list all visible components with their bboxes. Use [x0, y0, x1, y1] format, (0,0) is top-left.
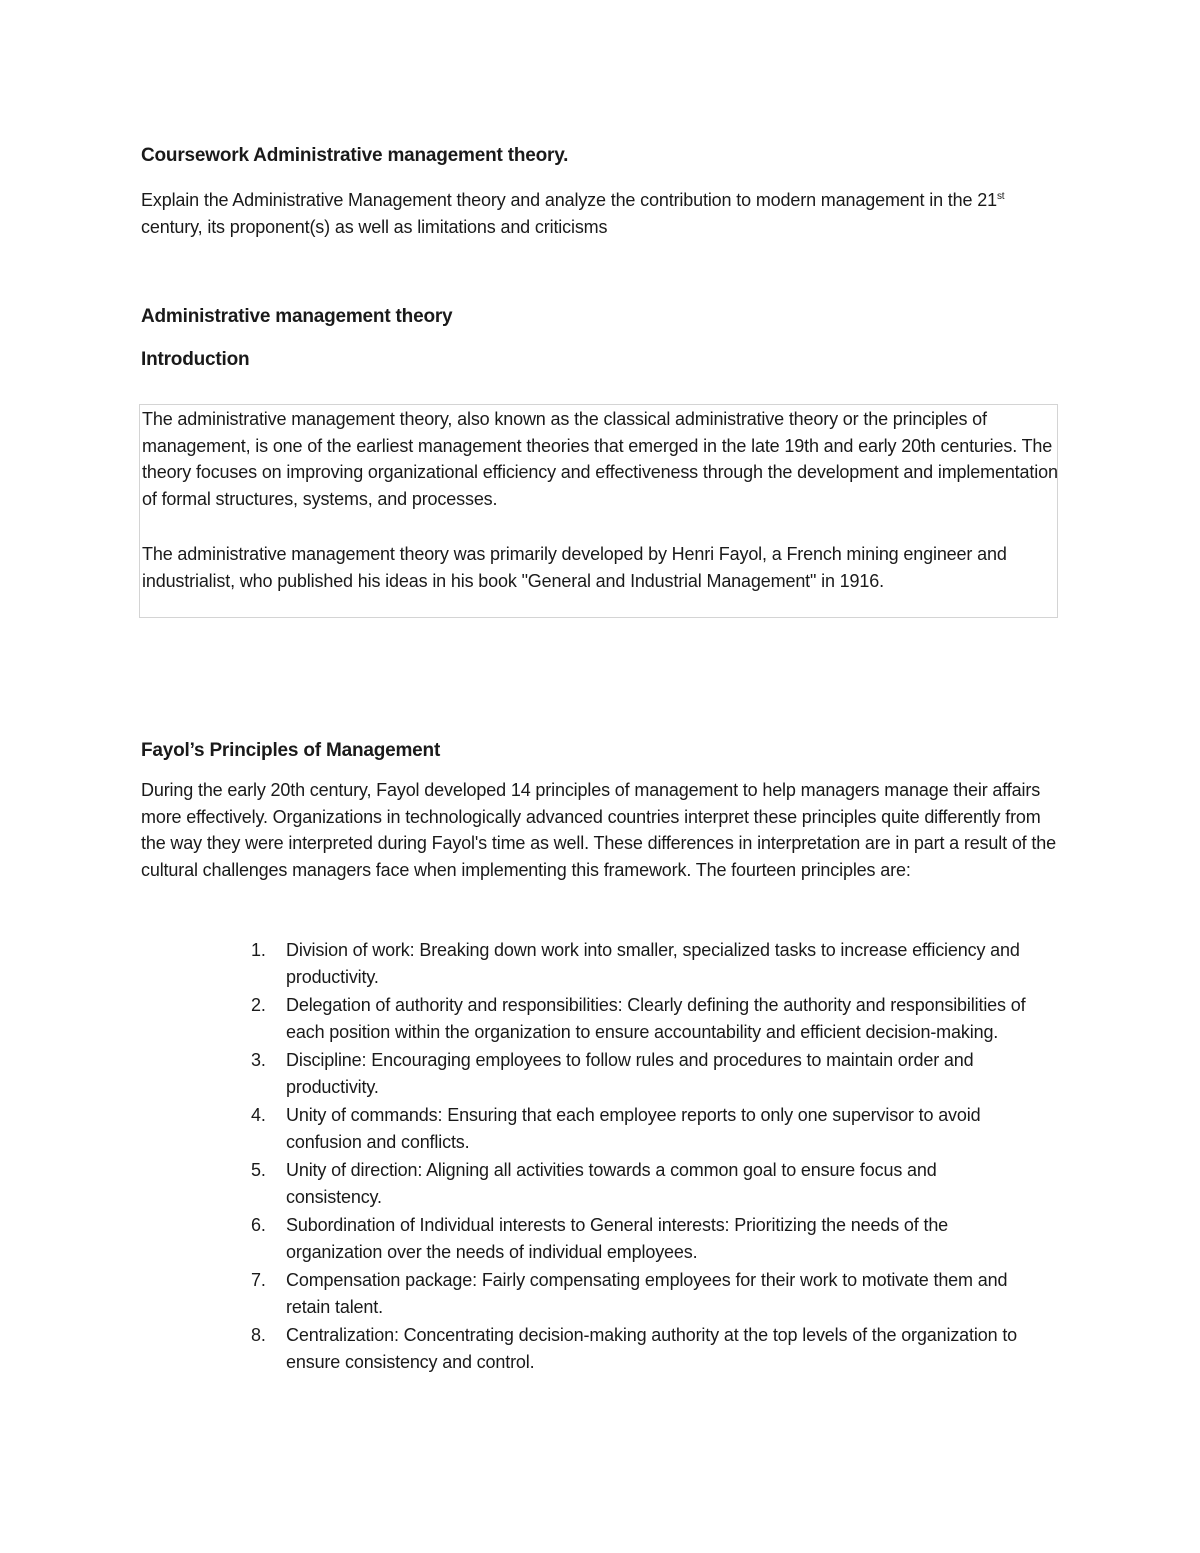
principles-list — [240, 937, 1030, 1377]
principles-intro: During the early 20th century, Fayol developed 14 principles of management to help managers manage their affairs more effectively. Organizations in technologically advanced countries interpret these principles quite differently from the way they were interpreted during Fayol's time as well. These differences in interpretation are in part a result of the cultural challenges managers face when implementing this framework. The fourteen principles are: — [141, 780, 1056, 881]
list-item — [240, 992, 1030, 1045]
list-item-text: Discipline: Encouraging employees to follow rules and procedures to maintain order and productivity. — [286, 1050, 974, 1097]
list-item — [240, 1212, 1030, 1265]
list-item-text: Division of work: Breaking down work into smaller, specialized tasks to increase efficiency and productivity. — [286, 940, 1020, 987]
intro-text-box — [139, 404, 1058, 618]
list-item-number: 8. — [251, 1325, 266, 1345]
list-item-text: Unity of commands: Ensuring that each employee reports to only one supervisor to avoid confusion and conflicts. — [286, 1105, 981, 1152]
intro-heading: Introduction — [141, 349, 250, 370]
principles-heading: Fayol’s Principles of Management — [141, 740, 441, 761]
list-item-number: 2. — [251, 995, 266, 1015]
list-item — [240, 1157, 1030, 1210]
list-item-number: 5. — [251, 1160, 266, 1180]
question-text-continued: century, its proponent(s) as well as limitations and criticisms — [141, 216, 608, 237]
list-item-number: 3. — [251, 1050, 266, 1070]
list-item-number: 7. — [251, 1270, 266, 1290]
list-item — [240, 1102, 1030, 1155]
list-item — [240, 1047, 1030, 1100]
list-item-text: Unity of direction: Aligning all activities towards a common goal to ensure focus and consistency. — [286, 1160, 937, 1207]
section-title: Administrative management theory — [141, 306, 453, 327]
coursework-title: Coursework Administrative management theory. — [141, 145, 569, 166]
intro-paragraph-1: The administrative management theory, also known as the classical administrative theory or the principles of management, is one of the earliest management theories that emerged in the late 19th and early 20th centuries. The theory focuses on improving organizational efficiency and effectiveness through the development and implementation of formal structures, systems, and processes. — [142, 409, 1058, 510]
list-item-number: 6. — [251, 1215, 266, 1235]
list-item-text: Delegation of authority and responsibilities: Clearly defining the authority and responsibilities of each position within the organization to ensure accountability and efficient decision-making. — [286, 995, 1026, 1042]
list-item — [240, 1267, 1030, 1320]
intro-paragraph-2: The administrative management theory was primarily developed by Henri Fayol, a French mining engineer and industrialist, who published his ideas in his book "General and Industrial Management" in 1916. — [142, 544, 1007, 591]
question-text: Explain the Administrative Management theory and analyze the contribution to modern management in the 21 — [141, 190, 997, 210]
list-item — [240, 1322, 1030, 1375]
list-item-text: Compensation package: Fairly compensating employees for their work to motivate them and retain talent. — [286, 1270, 1008, 1317]
list-item-text: Subordination of Individual interests to General interests: Prioritizing the needs of the organization over the needs of individual employees. — [286, 1215, 949, 1262]
list-item-text: Centralization: Concentrating decision-making authority at the top levels of the organization to ensure consistency and control. — [286, 1325, 1018, 1372]
coursework-question — [141, 187, 1066, 240]
question-superscript: st — [996, 191, 1005, 202]
list-item-number: 1. — [251, 940, 266, 960]
list-item-number: 4. — [251, 1105, 266, 1125]
list-item — [240, 937, 1030, 990]
